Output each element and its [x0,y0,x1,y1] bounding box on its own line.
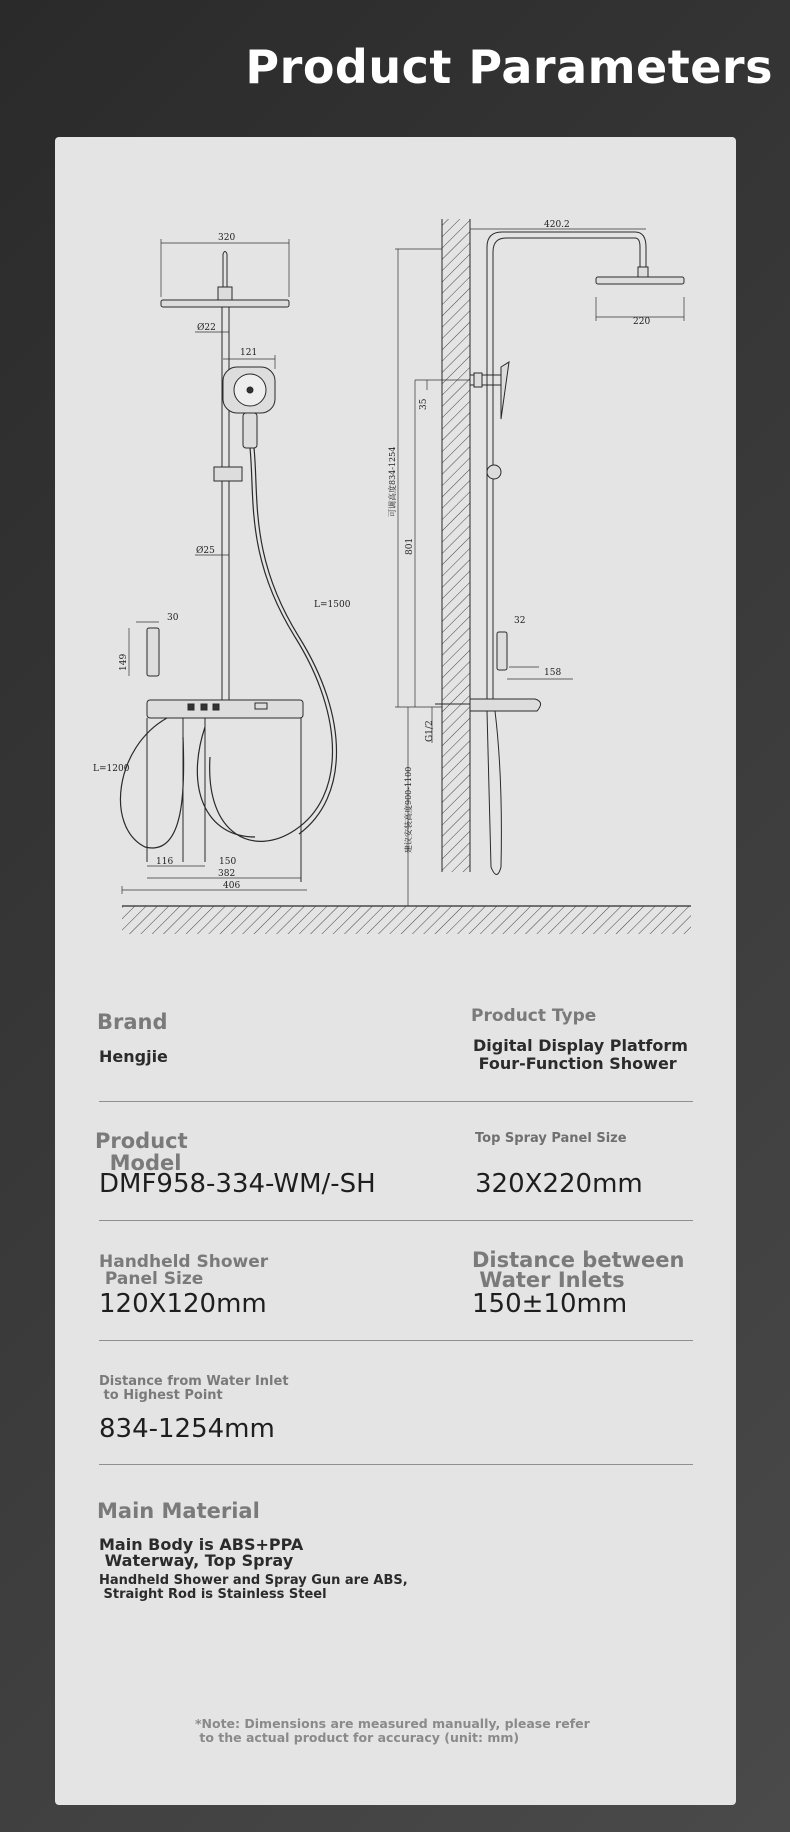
footnote: *Note: Dimensions are measured manually, please refer to the actual product for accuracy (unit: mm) [195,1716,590,1746]
product-model-value: DMF958-334-WM/-SH [99,1169,376,1199]
dim-total-width: 406 [223,881,241,891]
row-divider [99,1101,693,1102]
dim-gun-height: 149 [119,653,129,671]
dim-lower-hose: L=1200 [93,764,130,774]
page-title: Product Parameters [245,40,773,94]
material-value-sub: Handheld Shower and Spray Gun are ABS, Straight Rod is Stainless Steel [99,1573,408,1602]
inlet-to-top-label: Distance from Water Inlet to Highest Point [99,1374,289,1403]
dim-install-height: 建议安装高度900-1100 [404,766,413,853]
dim-head-depth: 220 [633,317,651,327]
dim-gun-width: 30 [167,613,179,623]
dim-left-offset: 116 [156,857,174,867]
material-label: Main Material [97,1499,260,1523]
dim-handheld-width: 121 [240,348,258,358]
dim-platform-depth: 158 [544,668,562,678]
product-type-label: Product Type [471,1006,597,1026]
top-spray-label: Top Spray Panel Size [475,1131,627,1146]
handheld-value: 120X120mm [99,1289,267,1319]
dim-adjustable-height: 可调高度834-1254 [388,446,397,517]
dim-gun-depth: 32 [514,616,526,626]
product-type-value: Digital Display Platform Four-Function Shower [473,1036,688,1074]
row-divider [99,1340,693,1341]
material-value-main: Main Body is ABS+PPA Waterway, Top Spray [99,1535,304,1570]
row-divider [99,1464,693,1465]
handheld-label: Handheld Shower Panel Size [99,1252,269,1289]
dim-inlet-distance: 150 [219,857,237,867]
dim-rod-height: 801 [405,537,415,555]
dim-thread: G1/2 [425,720,435,742]
dim-inner-width: 382 [218,869,236,879]
parameters-card [55,137,736,1805]
brand-label: Brand [97,1010,168,1034]
shower-technical-drawing [55,137,736,957]
dim-hose-length: L=1500 [314,600,351,610]
brand-value: Hengjie [99,1047,168,1066]
dim-bracket-gap: 35 [419,398,429,410]
row-divider [99,1220,693,1221]
product-model-label: Product Model [95,1129,188,1176]
inlet-distance-value: 150±10mm [472,1289,628,1319]
dim-pipe-top: Ø22 [197,323,216,333]
top-spray-value: 320X220mm [475,1169,643,1199]
dim-top-width: 320 [218,233,236,243]
dim-arm-length: 420.2 [544,220,570,230]
inlet-to-top-value: 834-1254mm [99,1414,275,1444]
inlet-distance-label: Distance between Water Inlets [472,1248,685,1292]
dim-pipe-mid: Ø25 [196,546,215,556]
